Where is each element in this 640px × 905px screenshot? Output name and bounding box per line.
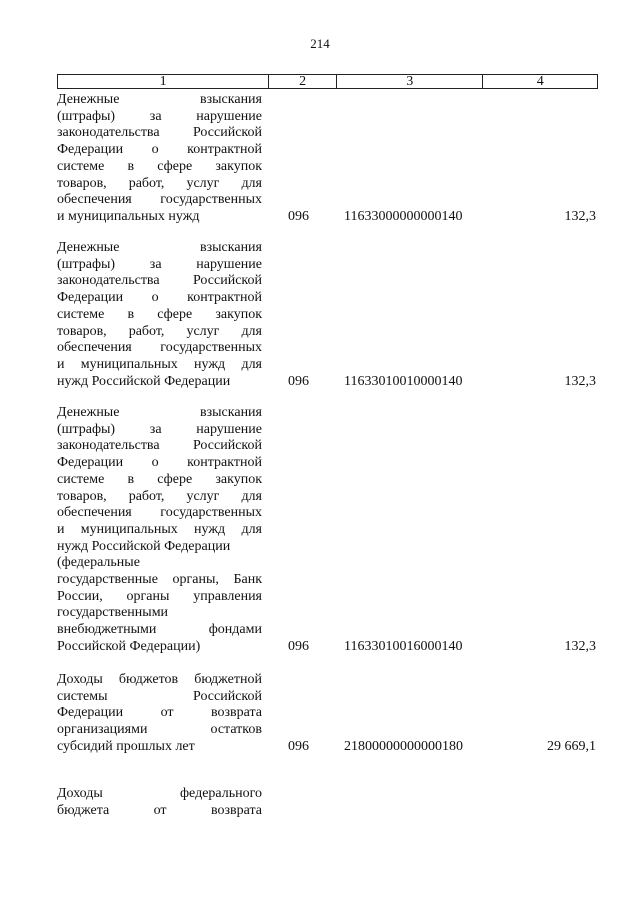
description-line: внебюджетными фондами xyxy=(57,622,262,638)
description-line: организациями остатков xyxy=(57,722,262,738)
description-line: нужд Российской Федерации xyxy=(57,538,231,554)
description-line: товаров, работ, услуг для xyxy=(57,323,262,339)
amount-value: 29 669,1 xyxy=(547,738,596,754)
amount-value: 132,3 xyxy=(564,373,596,389)
description-line: (федеральные xyxy=(57,555,140,571)
description-line: государственными xyxy=(57,605,169,621)
table-row xyxy=(57,240,598,390)
budget-classification-code: 11633000000000140 xyxy=(344,208,463,224)
description-line: системе в сфере закупок xyxy=(57,158,262,174)
row-description xyxy=(57,405,262,656)
budget-classification-code: 11633010010000140 xyxy=(344,373,463,389)
description-line: товаров, работ, услуг для xyxy=(57,175,262,191)
admin-code: 096 xyxy=(288,208,309,224)
description-line: Российской Федерации) xyxy=(57,638,201,654)
budget-classification-code: 21800000000000180 xyxy=(344,738,463,754)
row-description xyxy=(57,240,262,390)
table-row xyxy=(57,786,598,819)
column-header-2: 2 xyxy=(269,75,337,88)
description-line: субсидий прошлых лет xyxy=(57,738,195,754)
description-line: товаров, работ, услуг для xyxy=(57,488,262,504)
amount-value: 132,3 xyxy=(564,638,596,654)
description-line: законодательства Российской xyxy=(57,438,262,454)
description-line: Доходы федерального xyxy=(57,786,262,801)
description-line: России, органы управления xyxy=(57,588,262,604)
description-line: системы Российской xyxy=(57,688,262,704)
page-number: 214 xyxy=(310,36,330,51)
description-line: и муниципальных нужд xyxy=(57,208,200,224)
description-line: Денежные взыскания xyxy=(57,405,262,420)
description-line: Федерации о контрактной xyxy=(57,455,262,471)
table-row xyxy=(57,672,598,756)
table-row xyxy=(57,92,598,226)
description-line: (штрафы) за нарушение xyxy=(57,108,262,124)
description-line: (штрафы) за нарушение xyxy=(57,256,262,272)
admin-code: 096 xyxy=(288,373,309,389)
admin-code: 096 xyxy=(288,738,309,754)
description-line: (штрафы) за нарушение xyxy=(57,421,262,437)
budget-classification-code: 11633010016000140 xyxy=(344,638,463,654)
description-line: и муниципальных нужд для xyxy=(57,356,262,372)
row-description xyxy=(57,672,262,756)
admin-code: 096 xyxy=(288,638,309,654)
table-row xyxy=(57,405,598,656)
column-header-4: 4 xyxy=(536,74,544,89)
description-line: Денежные взыскания xyxy=(57,240,262,255)
column-header-1: 1 xyxy=(58,75,269,88)
description-line: Денежные взыскания xyxy=(57,92,262,107)
description-line: нужд Российской Федерации xyxy=(57,373,231,389)
description-line: системе в сфере закупок xyxy=(57,471,262,487)
table-header xyxy=(57,74,598,89)
description-line: и муниципальных нужд для xyxy=(57,521,262,537)
description-line: законодательства Российской xyxy=(57,125,262,141)
description-line: законодательства Российской xyxy=(57,273,262,289)
description-line: обеспечения государственных xyxy=(57,192,262,208)
row-description xyxy=(57,92,262,226)
description-line: Федерации от возврата xyxy=(57,705,262,721)
description-line: государственные органы, Банк xyxy=(57,572,262,588)
description-line: Доходы бюджетов бюджетной xyxy=(57,672,262,687)
description-line: Федерации о контрактной xyxy=(57,142,262,158)
description-line: обеспечения государственных xyxy=(57,340,262,356)
description-line: обеспечения государственных xyxy=(57,505,262,521)
description-line: системе в сфере закупок xyxy=(57,306,262,322)
description-line: бюджета от возврата xyxy=(57,802,262,818)
column-header-3: 3 xyxy=(337,75,483,88)
amount-value: 132,3 xyxy=(564,208,596,224)
row-description xyxy=(57,786,262,819)
description-line: Федерации о контрактной xyxy=(57,290,262,306)
